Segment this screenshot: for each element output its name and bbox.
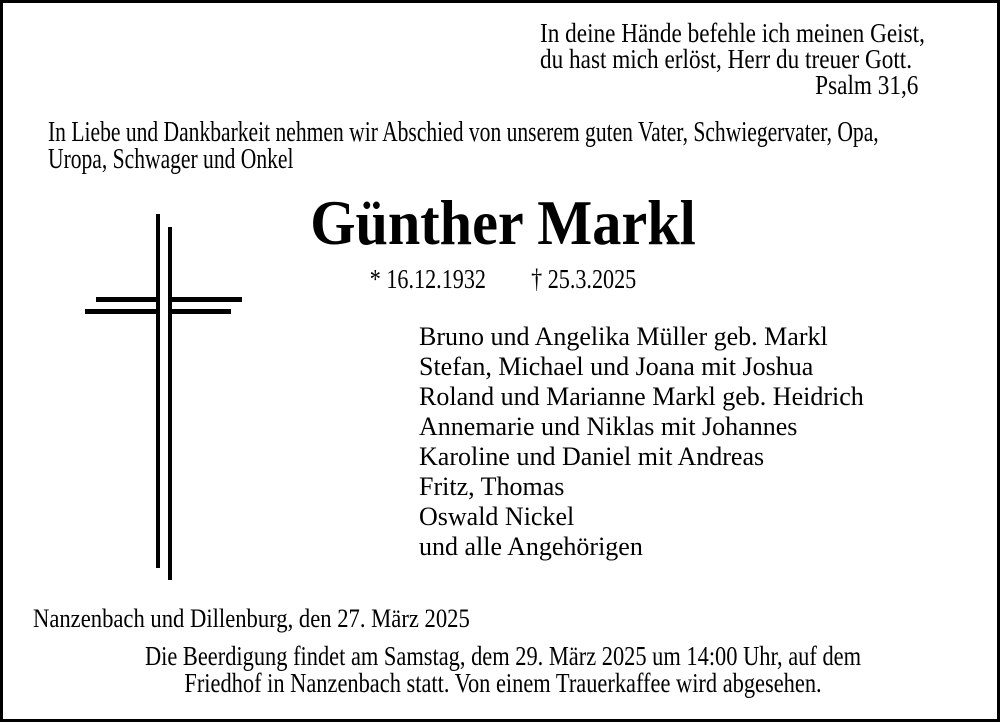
psalm-quote [540,18,925,100]
funeral-info [88,643,918,697]
death-date: † 25.3.2025 [531,264,637,294]
cross-icon [3,3,263,603]
intro-line-1: In Liebe und Dankbarkeit nehmen wir Abschied von unserem guten Vater, Schwiegervater, Opa, [48,117,879,148]
cross-lower-arm-left [85,309,160,314]
deceased-name: Günther Markl [310,187,696,258]
place-date-line: Nanzenbach und Dillenburg, den 27. März 2025 [33,604,470,633]
cross-lower-arm-right [168,309,231,314]
cross-upper-arm-right [168,297,242,302]
mourner-line: Annemarie und Niklas mit Johannes [419,412,798,441]
psalm-reference: Psalm 31,6 [815,70,919,100]
psalm-line-2: du hast mich erlöst, Herr du treuer Gott. [540,44,913,74]
mourners-list [419,322,864,562]
mourner-line: und alle Angehörigen [419,532,643,561]
mourner-line: Karoline und Daniel mit Andreas [419,442,765,471]
cross-upper-arm-left [96,297,160,302]
psalm-line-1: In deine Hände befehle ich meinen Geist, [540,18,925,48]
mourner-line: Fritz, Thomas [419,472,565,501]
funeral-line-2: Friedhof in Nanzenbach statt. Von einem Trauerkaffee wird abgesehen. [184,668,822,698]
funeral-line-1: Die Beerdigung findet am Samstag, dem 29. März 2025 um 14:00 Uhr, auf dem [144,641,862,671]
mourner-line: Bruno und Angelika Müller geb. Markl [419,322,828,351]
mourner-line: Oswald Nickel [419,502,575,531]
birth-date: * 16.12.1932 [369,264,486,294]
mourner-line: Roland und Marianne Markl geb. Heidrich [419,382,864,411]
life-dates [93,264,913,294]
mourner-line: Stefan, Michael und Joana mit Joshua [419,352,814,381]
intro-line-2: Uropa, Schwager und Onkel [48,144,294,175]
